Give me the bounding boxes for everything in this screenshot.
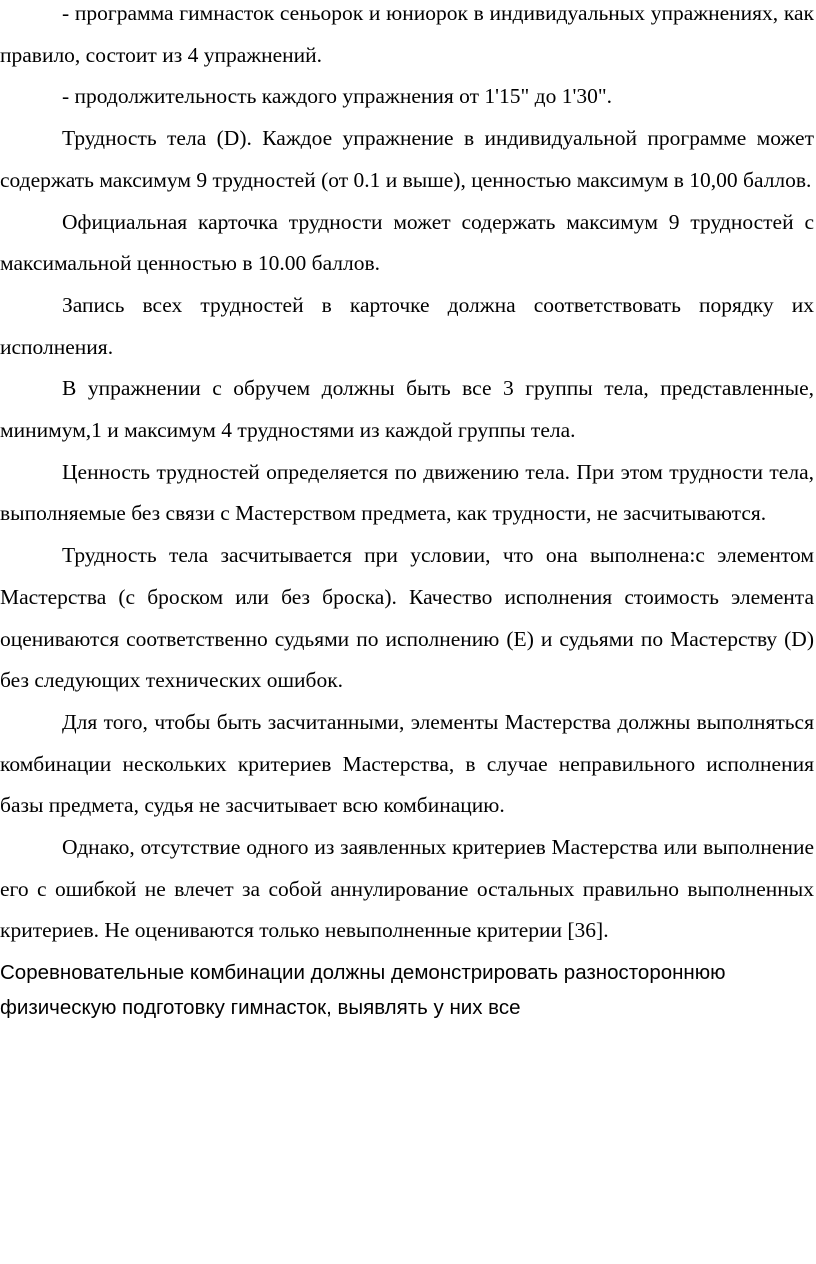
paragraph-official-card: Официальная карточка трудности может содержать максимум 9 трудностей с максимальной ценностью в 10.00 баллов. [0, 209, 814, 276]
tail-line-1: Соревновательные комбинации должны демонстрировать разностороннюю [0, 961, 726, 985]
paragraph-difficulty-value: Ценность трудностей определяется по движению тела. При этом трудности тела, выполняемые без связи с Мастерством предмета, как трудности, не засчитываются. [0, 459, 814, 526]
paragraph-mastery-criteria: Для того, чтобы быть засчитанными, элементы Мастерства должны выполняться комбинации нескольких критериев Мастерства, в случае неправильного исполнения базы предмета, судья не засчитывает всю комбинацию. [0, 709, 814, 818]
paragraph-program-composition: - программа гимнасток сеньорок и юниорок в индивидуальных упражнениях, как правило, состоит из 4 упражнений. [0, 1, 814, 67]
paragraph-exercise-duration: - продолжительность каждого упражнения от 1'15" до 1'30". [62, 84, 612, 109]
tail-line-2: физическую подготовку гимнасток, выявлять у них все [0, 996, 521, 1020]
paragraph-card-order: Запись всех трудностей в карточке должна соответствовать порядку их исполнения. [0, 292, 814, 359]
paragraph-body-difficulty: Трудность тела (D). Каждое упражнение в индивидуальной программе может содержать максимум 9 трудностей (от 0.1 и выше), ценностью максимум в 10,00 баллов. [0, 126, 814, 192]
paragraph-missing-criterion: Однако, отсутствие одного из заявленных критериев Мастерства или выполнение его с ошибкой не влечет за собой аннулирование остальных правильно выполненных критериев. Не оцениваются только невыполненные критерии [36]. [0, 835, 814, 943]
paragraph-hoop-groups: В упражнении с обручем должны быть все 3 группы тела, представленные, минимум,1 и максимум 4 трудностями из каждой группы тела. [0, 376, 814, 443]
paragraph-competition-combinations [0, 955, 814, 1025]
paragraph-difficulty-credit: Трудность тела засчитывается при условии, что она выполнена:с элементом Мастерства (с броском или без броска). Качество исполнения стоимость элемента оцениваются соответственно судьями по исполнению (Е) и судьями по Мастерству (D) без следующих технических ошибок. [0, 543, 814, 693]
